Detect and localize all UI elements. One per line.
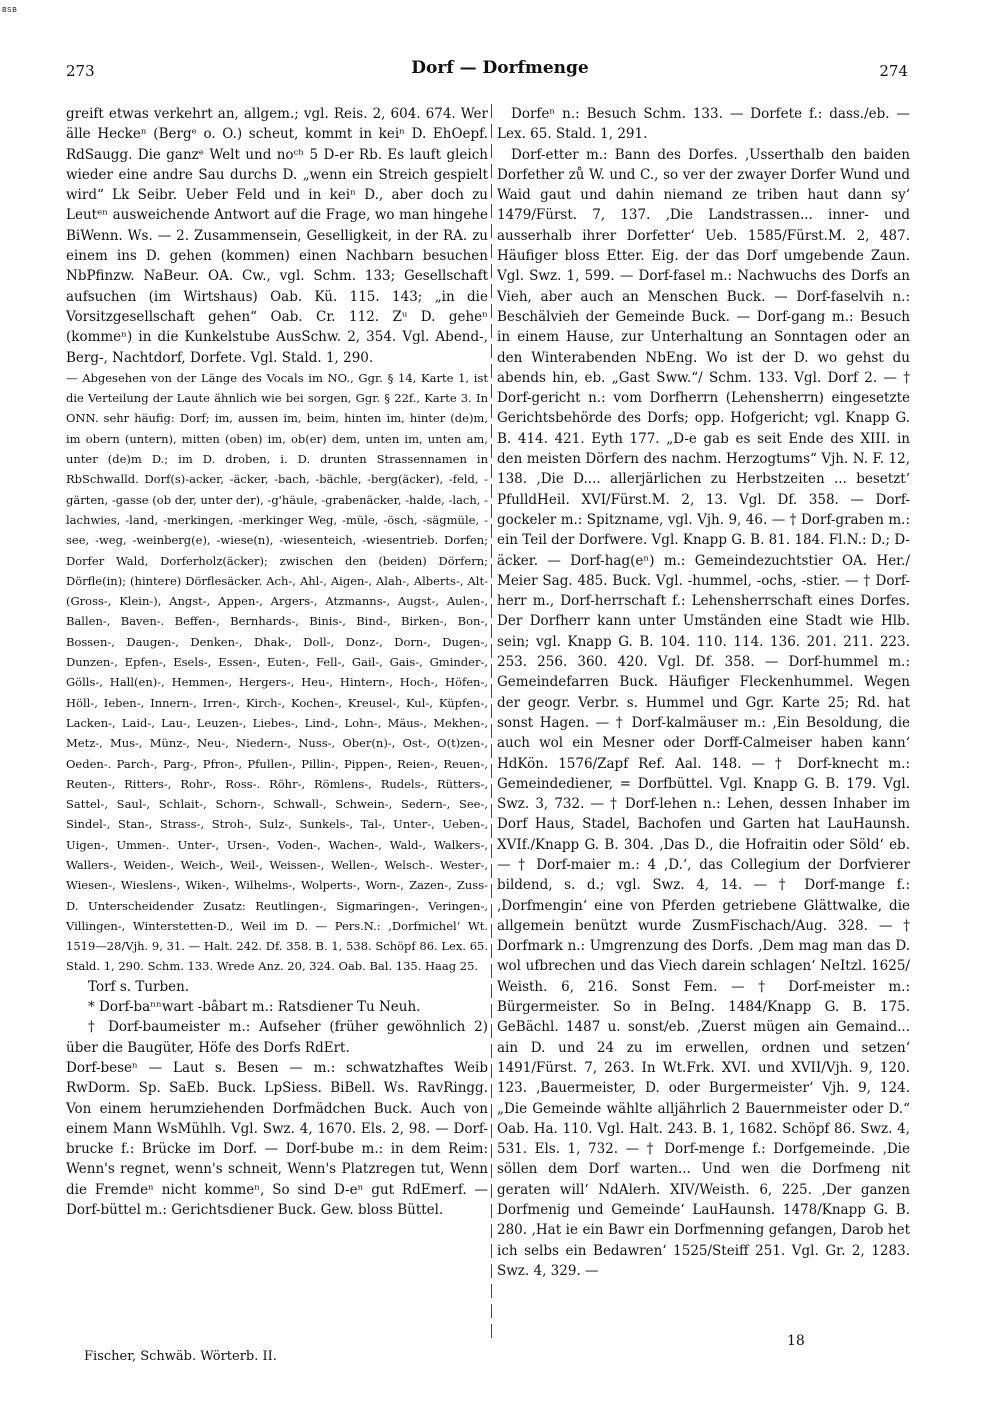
entry-dorf-bannwart: * Dorf-baⁿⁿwart -bâbart m.: Ratsdiener Tu Neuh. bbox=[88, 999, 421, 1016]
entry-dorf-besen: Dorf-beseⁿ — Laut s. Besen — m.: schwatzhaftes Weib RwDorm. Sp. SaEb. Buck. LpSiess. BiBell. Ws. RavRingg. Von einem herumziehenden Dorfmädchen Buck. Auch von einem Mann WsMühlh. Vgl. Swz. 4, 1670. Els. 2, 98. — Dorf-brucke f.: Brücke im Dorf. — Dorf-bube m.: in dem Reim: Wenn's regnet, wenn's schneit, Wenn's Platzregen tut, Wenn die Fremdeⁿ nicht kommeⁿ, So sind D-eⁿ gut RdEmerf. — Dorf-büttel m.: Gerichtsdiener Buck. Gew. bloss Büttel. bbox=[66, 1059, 488, 1219]
footer-source: Fischer, Schwäb. Wörterb. II. bbox=[84, 1349, 277, 1364]
entry-torf: Torf s. Turben. bbox=[88, 978, 190, 995]
entry-dorf-meaning: greift etwas verkehrt an, allgem.; vgl. Reis. 2, 604. 674. Wer älle Heckeⁿ (Bergᵉ o. O.) scheut, kommt in keiⁿ D. EhOepf. RdSaugg. Die ganzᵉ Welt und noᶜʰ 5 D-er Rb. Es lauft gleich wieder eine andre Sau durchs D. „wenn ein Streich gespielt wird“ Lk Seibr. Ueber Feld und in keiⁿ D., aber doch zu Leutᵉⁿ ausweichende Antwort auf die Frage, wo man hingehe BiWenn. Ws. — 2. Zusammensein, Geselligkeit, in der RA. zu einem ins D. gehen (kommen) einen Nachbarn besuchen NbPfinzw. NaBeur. OA. Cw., vgl. Schm. 133; Gesellschaft aufsuchen (im Wirtshaus) Oab. Kü. 115. 143; „in die Vorsitzgesellschaft gehen“ Oab. Cr. 112. Zᵘ D. geheⁿ (kommeⁿ) in die Kunkelstube AusSchw. 2, 354. Vgl. Abend-, Berg-, Nachtdorf, Dorfete. Vgl. Stald. 1, 290. bbox=[66, 106, 488, 366]
library-mark: BSB bbox=[2, 6, 18, 14]
right-column bbox=[497, 104, 910, 1281]
entry-dorf-etter: Dorf-etter m.: Bann des Dorfes. ‚Usserthalb den baiden Dorfether zů W. und C., so ver der zwayer Dorfer Wund und Waid gaut und dahin niemand ze triben haut dann sy‘ 1479/Fürst. 7, 137. ‚Die Landstrassen... inner- und ausserhalb ihrer Dorfetter‘ Ueb. 1585/Fürst.M. 2, 487. Häufiger bloss Etter. Eig. der das Dorf umgebende Zaun. Vgl. Swz. 1, 599. — Dorf-fasel m.: Nachwuchs des Dorfs an Vieh, aber auch an Menschen Buck. — Dorf-faselvih n.: Beschälvieh der Gemeinde Buck. — Dorf-gang m.: Besuch in einem Hause, zur Unterhaltung an Sonntagen oder an den Winterabenden NbEng. Wo ist der D. wo gehst du abends hin, eb. „Gast Sww.“/ Schm. 133. Vgl. Dorf 2. — † Dorf-gericht n.: vom Dorfherrn (Lehensherrn) eingesetzte Gerichtsbehörde des Dorfs; opp. Hofgericht; vgl. Knapp G. B. 414. 421. Eyth 177. „D-e gab es seit Ende des XIII. in den meisten Dörfern des nachm. Herzogtums“ Vjh. N. F. 12, 138. ‚Die D.... allerjärlichen zu Herbstzeiten ... besetzt‘ PfulldHeil. XVI/Fürst.M. 2, 13. Vgl. Df. 358. — Dorf-gockeler m.: Spitzname, vgl. Vjh. 9, 46. — † Dorf-graben m.: ein Teil der Dorfwere. Vgl. Knapp G. B. 81. 184. Fl.N.: D.; D-äcker. — Dorf-hag(eⁿ) m.: Gemeindezuchtstier OA. Her./ Meier Sag. 485. Buck. Vgl. -hummel, -ochs, -stier. — † Dorf-herr m., Dorf-herrschaft f.: Lehensherrschaft eines Dorfes. Der Dorfherr kann unter Umständen eine Stadt wie Hlb. sein; vgl. Knapp G. B. 104. 110. 114. 136. 201. 211. 223. 253. 256. 360. 420. Vgl. Df. 358. — Dorf-hummel m.: Gemeindefarren Buck. Häufiger Fleckenhummel. Wegen der geogr. Verbr. s. Hummel und Ggr. Karte 25; Rd. hat sonst Hagen. — † Dorf-kalmäuser m.: ‚Ein Besoldung, die auch wol ein Mesner oder Dorff-Calmeiser haben kann‘ HdKön. 1576/Zapf Ref. Aal. 148. — † Dorf-knecht m.: Gemeindediener, = Dorfbüttel. Vgl. Knapp G. B. 179. Vgl. Swz. 3, 732. — † Dorf-lehen n.: Lehen, dessen Inhaber im Dorf Haus, Stadel, Bachofen und Garten hat LauHaunsh. XVIf./Knapp G. B. 304. ‚Das D., die Hofraitin oder Söld‘ eb. — † Dorf-maier m.: 4 ‚D.‘, das Collegium der Dorfvierer bildend, s. d.; vgl. Swz. 4, 14. — † Dorf-mange f.: ‚Dorfmengin‘ eine von Pferden getriebene Glättwalke, die allgemein benützt wurde ZusmFischach/Aug. 328. — † Dorfmark n.: Umgrenzung des Dorfs. ‚Dem mag man das D. wol ufbrechen und das Viech darein schlagen‘ NeItzl. 1625/ Weisth. 6, 216. Sonst Fem. — † Dorf-meister m.: Bürgermeister. So in BeIng. 1484/Knapp G. B. 175. GeBächl. 1487 u. sonst/eb. ‚Zuerst mügen ain Gemaind... ain D. und 24 zu im erwellen, ordnen und setzen‘ 1491/Fürst. 7, 263. In Wt.Frk. XVI. und XVII/Vjh. 9, 120. 123. ‚Bauermeister, D. oder Burgermeister‘ Vjh. 9, 124. „Die Gemeinde wählte alljährlich 2 Bauernmeister oder D.“ Oab. Ha. 110. Vgl. Halt. 243. B. 1, 1682. Schöpf 86. Swz. 4, 531. Els. 1, 732. — † Dorf-menge f.: Dorfgemeinde. ‚Die söllen dem Dorf warten... Und wen die Dorfmeng nit geraten will‘ NdAlerh. XIV/Weisth. 6, 225. ‚Der ganzen Dorfmenig und Gemeinde‘ LauHaunsh. 1478/Knapp G. B. 280. ‚Hat ie ein Bawr ein Dorfmenning gefangen, Darob het ich selbs ein Bedawren‘ 1525/Steiff 251. Vgl. Gr. 2, 1283. Swz. 4, 329. — bbox=[497, 146, 910, 1279]
running-header: Dorf — Dorfmenge bbox=[411, 58, 589, 78]
footer-signature: 18 bbox=[787, 1333, 805, 1349]
entry-dorf-baumeister: † Dorf-baumeister m.: Aufseher (früher gewöhnlich 2) über die Baugüter, Höfe des Dorfs RdErt. bbox=[66, 1019, 488, 1056]
column-divider bbox=[491, 104, 492, 1344]
page-number-right: 274 bbox=[879, 62, 908, 80]
entry-dorfen: Dorfeⁿ n.: Besuch Schm. 133. — Dorfete f.: dass./eb. — Lex. 65. Stald. 1, 291. bbox=[497, 106, 910, 143]
page-number-left: 273 bbox=[66, 62, 95, 80]
left-column bbox=[66, 104, 488, 1220]
entry-dorf-place-names: — Abgesehen von der Länge des Vocals im NO., Ggr. § 14, Karte 1, ist die Verteilung der Laute ähnlich wie bei sorgen, Ggr. § 22f., Karte 3. In ONN. sehr häufig: Dorf; im, aussen im, beim, hinten im, hinter (de)m, im obern (untern), mitten (oben) im, ob(er) dem, unten im, unten am, unter (de)m D.; im D. droben, i. D. drunten Strassennamen in RbSchwalld. Dorf(s)-acker, -äcker, -bach, -bächle, -berg(äcker), -feld, -gärten, -gasse (ob der, unter der), -g'häule, -grabenäcker, -halde, -lach, -lachwies, -land, -merkingen, -merkinger Weg, -müle, -ösch, -sägmüle, -see, -weg, -weinberg(e), -wiese(n), -wiesenteich, -wiesentrieb. Dorfen; Dorfer Wald, Dorferholz(äcker); zwischen den (beiden) Dörfern; Dörfle(in); (hintere) Dörflesäcker. Ach-, Ahl-, Aigen-, Alah-, Alberts-, Alt- (Gross-, Klein-), Angst-, Appen-, Argers-, Atzmanns-, Augst-, Aulen-, Ballen-, Baven-. Beffen-, Bernhards-, Binis-, Bind-, Birken-, Bon-, Bossen-, Daugen-, Denken-, Dhak-, Doll-, Donz-, Dorn-, Dugen-, Dunzen-, Epfen-, Esels-, Essen-, Euten-, Fell-, Gail-, Gais-, Gminder-, Gölls-, Hall(en)-, Hemmen-, Hergers-, Heu-, Hintern-, Hoch-, Höfen-, Höll-, Ieben-, Innern-, Irren-, Kirch-, Kochen-, Kreusel-, Kul-, Küpfen-, Lacken-, Laid-, Lau-, Leuzen-, Liebes-, Lind-, Lohn-, Mäus-, Mekhen-, Metz-, Mus-, Münz-, Neu-, Niedern-, Nuss-, Ober(n)-, Ost-, O(t)zen-, Oeden-. Parch-, Parg-, Pfron-, Pfullen-, Pillin-, Pippen-, Reien-, Reuen-, Reuten-, Ritters-, Rohr-, Ross-. Röhr-, Römlens-, Rudels-, Rütters-, Sattel-, Saul-, Schlait-, Schorn-, Schwall-, Schwein-, Sedern-, See-, Sindel-, Stan-, Strass-, Stroh-, Sulz-, Sunkels-, Tal-, Unter-, Ueben-, Uigen-, Ummen-. Unter-, Ursen-, Voden-, Wachen-, Wald-, Walkers-, Wallers-, Weiden-, Weich-, Weil-, Weissen-, Wellen-, Welsch-. Wester-, Wiesen-, Wieslens-, Wiken-, Wilhelms-, Wolperts-, Worn-, Zazen-, Zuss-D. Unterscheidender Zusatz: Reutlingen-, Sigmaringen-, Veringen-, Villingen-, Winterstetten-D., Weil im D. — Pers.N.: ‚Dorfmichel‘ Wt. 1519—28/Vjh. 9, 31. — Halt. 242. Df. 358. B. 1, 538. Schöpf 86. Lex. 65. Stald. 1, 290. Schm. 133. Wrede Anz. 20, 324. Oab. Bal. 135. Haag 25. bbox=[66, 370, 488, 974]
